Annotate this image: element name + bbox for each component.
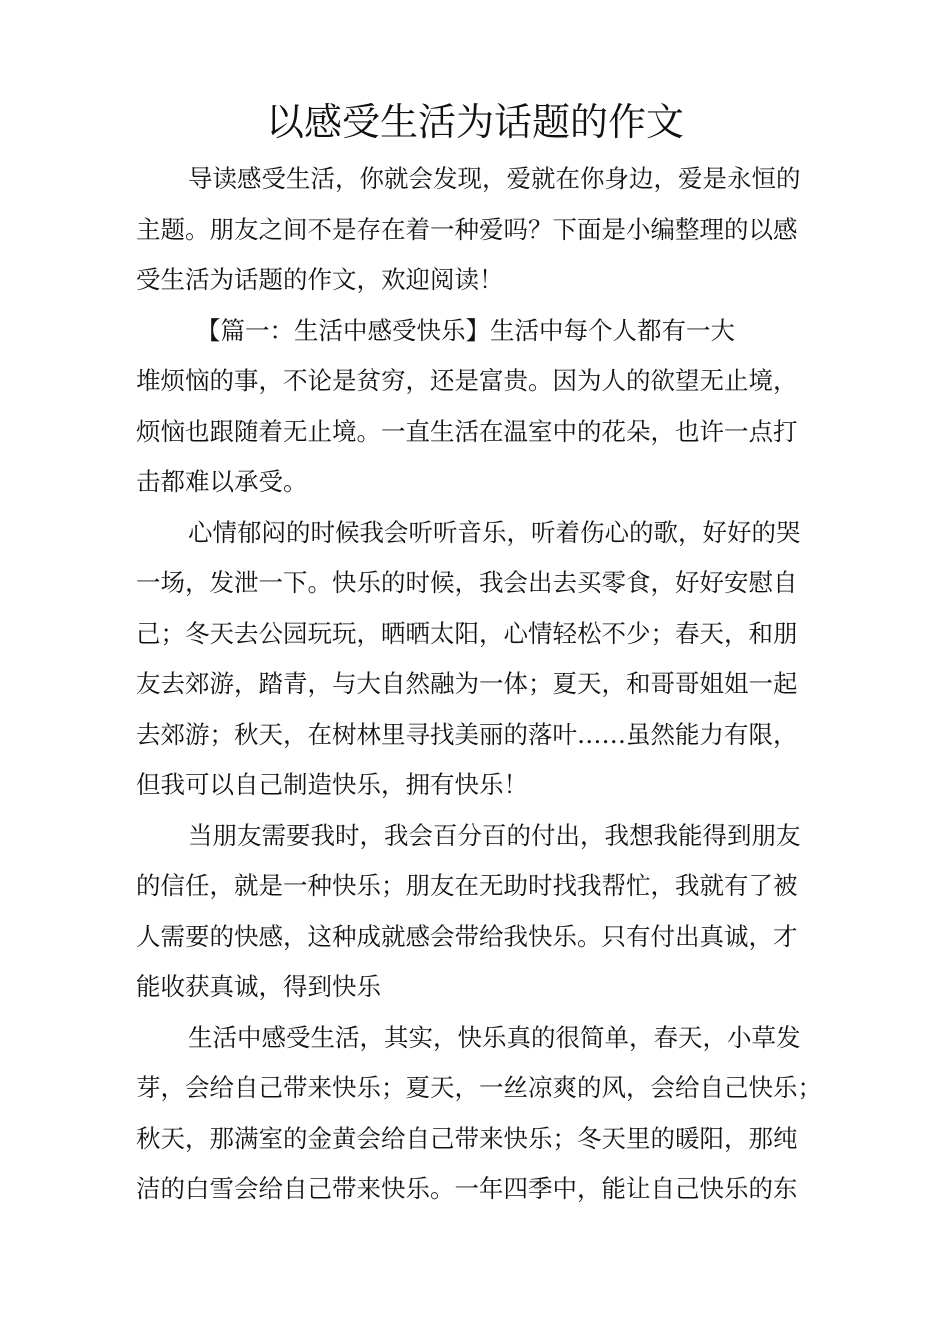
section-heading-line: 【篇一：生活中感受快乐】生活中每个人都有一大 — [196, 315, 735, 345]
paragraph-line: 导读感受生活，你就会发现，爱就在你身边，爱是永恒的 — [188, 164, 801, 193]
paragraph-line: 秋天，那满室的金黄会给自己带来快乐；冬天里的暖阳，那纯 — [136, 1123, 798, 1153]
paragraph-line: 心情郁闷的时候我会听听音乐，听着伤心的歌，好好的哭 — [188, 517, 801, 547]
paragraph-line: 受生活为话题的作文，欢迎阅读！ — [136, 265, 504, 294]
paragraph-line: 的信任，就是一种快乐；朋友在无助时找我帮忙，我就有了被 — [136, 871, 798, 900]
paragraph-line: 生活中感受生活，其实，快乐真的很简单，春天，小草发 — [188, 1022, 801, 1052]
paragraph-line: 能收获真诚，得到快乐 — [136, 972, 381, 1001]
paragraph-line: 芽，会给自己带来快乐；夏天，一丝凉爽的风，会给自己快乐； — [136, 1073, 822, 1102]
paragraph-line: 洁的白雪会给自己带来快乐。一年四季中，能让自己快乐的东 — [136, 1174, 798, 1203]
paragraph-line: 烦恼也跟随着无止境。一直生活在温室中的花朵，也许一点打 — [136, 416, 798, 446]
paragraph-line: 击都难以承受。 — [136, 467, 308, 496]
paragraph-line: 己；冬天去公园玩玩，晒晒太阳，心情轻松不少；春天，和朋 — [136, 618, 798, 648]
paragraph-line: 一场，发泄一下。快乐的时候，我会出去买零食，好好安慰自 — [136, 568, 798, 597]
document-title: 以感受生活为话题的作文 — [265, 100, 684, 144]
paragraph-line: 当朋友需要我时，我会百分百的付出，我想我能得到朋友 — [188, 820, 801, 850]
paragraph-line: 但我可以自己制造快乐，拥有快乐！ — [136, 770, 528, 799]
paragraph-line: 去郊游；秋天，在树林里寻找美丽的落叶……虽然能力有限， — [136, 719, 798, 749]
paragraph-line: 主题。朋友之间不是存在着一种爱吗？下面是小编整理的以感 — [136, 214, 798, 244]
document-body — [136, 154, 836, 1215]
paragraph-line: 堆烦恼的事，不论是贫穷，还是富贵。因为人的欲望无止境， — [136, 366, 798, 395]
paragraph-line: 友去郊游，踏青，与大自然融为一体；夏天，和哥哥姐姐一起 — [136, 669, 798, 698]
paragraph-line: 人需要的快感，这种成就感会带给我快乐。只有付出真诚，才 — [136, 921, 798, 951]
